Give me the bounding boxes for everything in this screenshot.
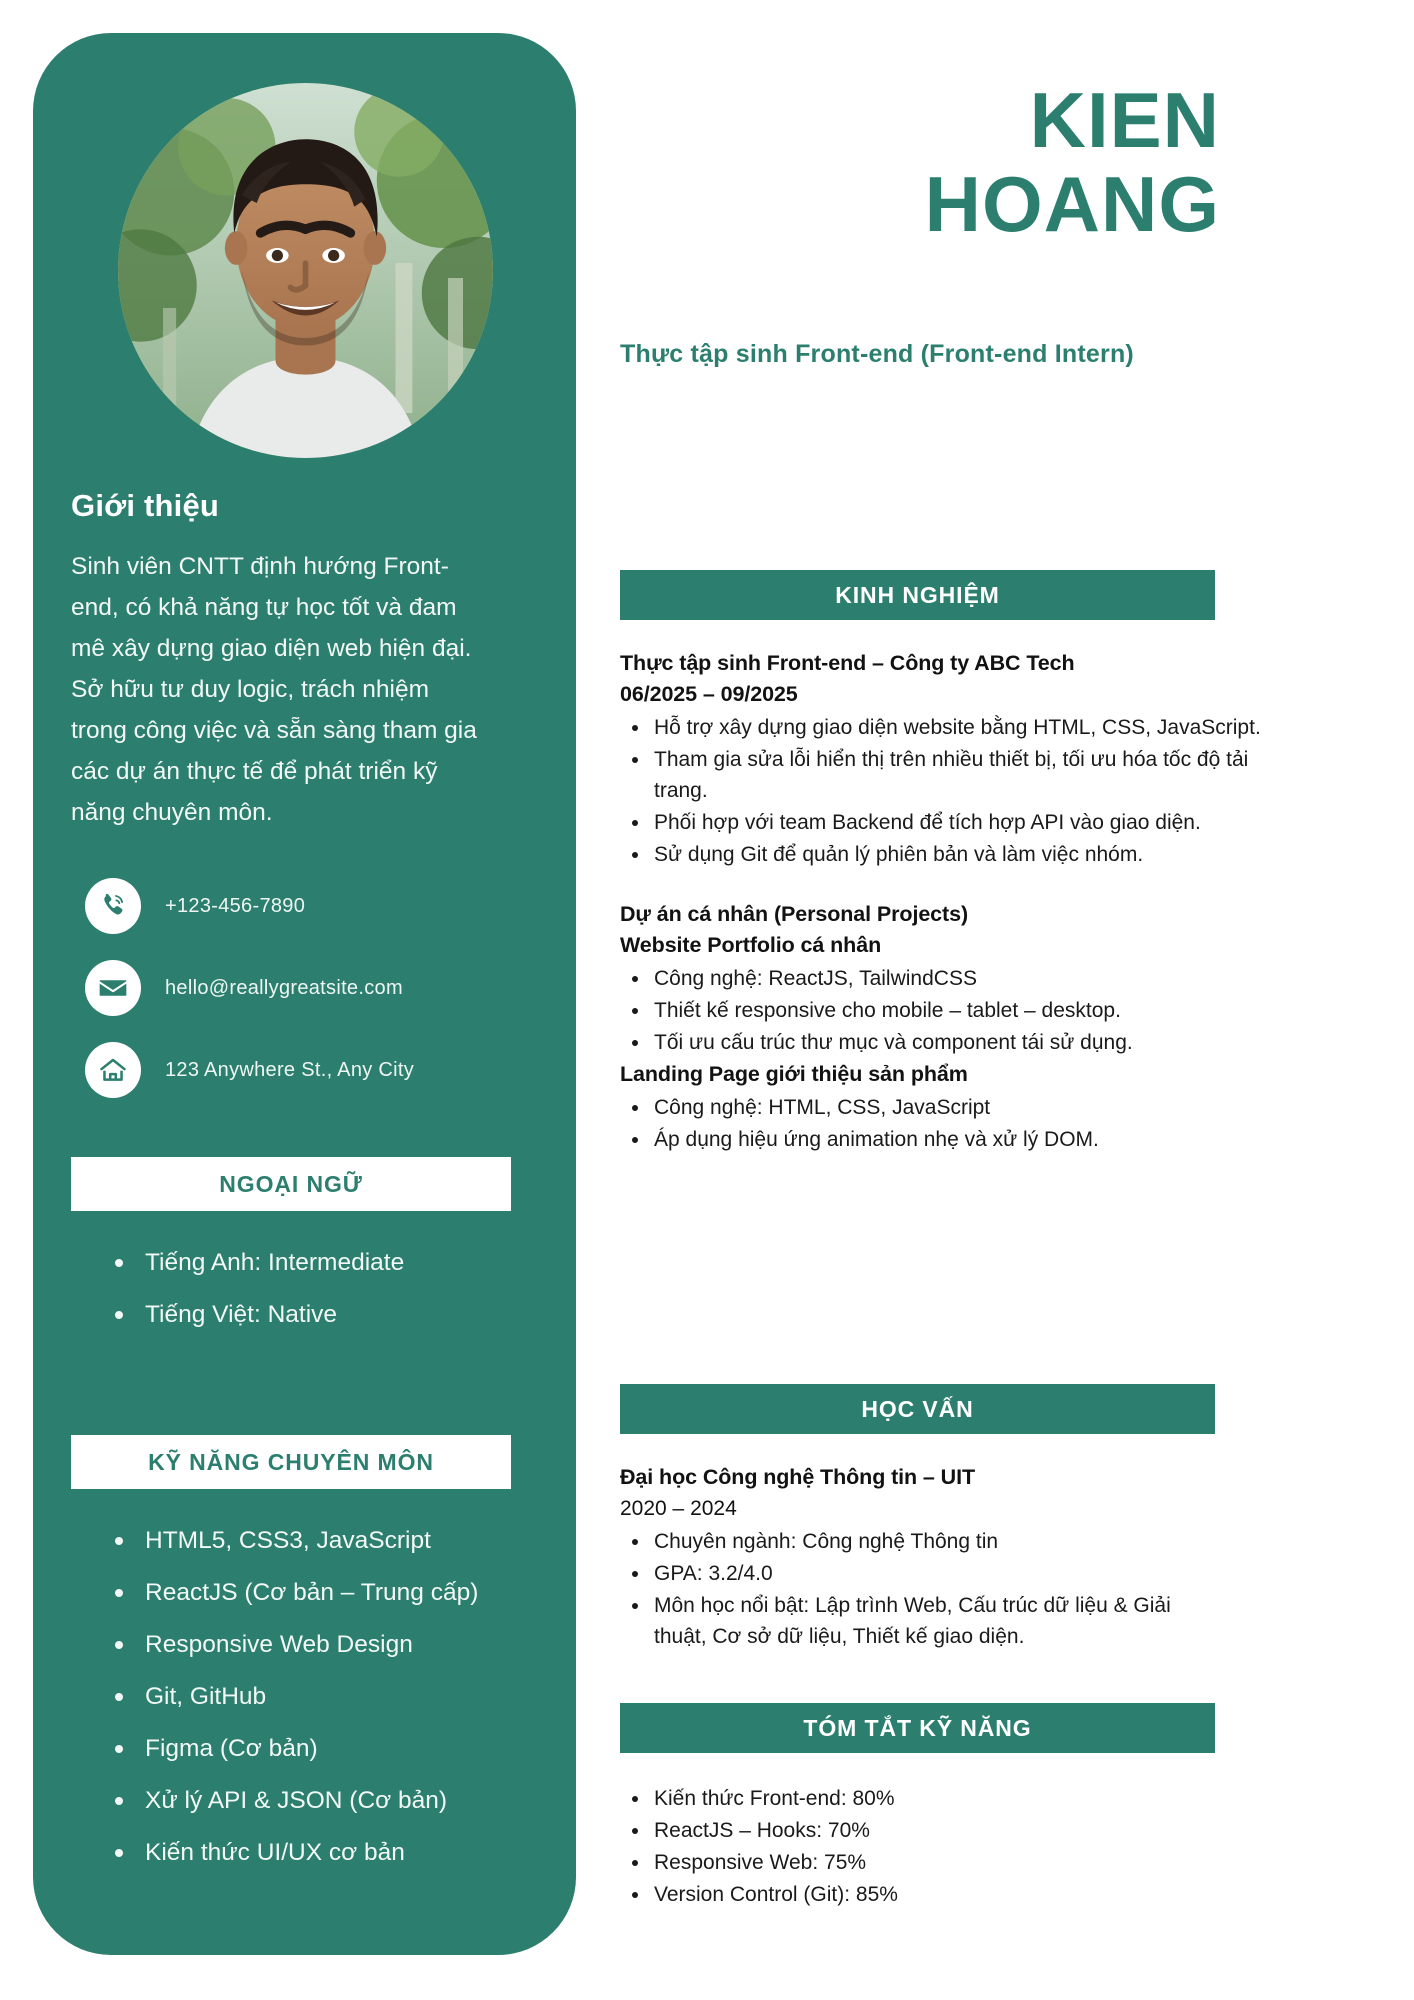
contact-address[interactable] — [85, 1041, 576, 1099]
job-title: Thực tập sinh Front-end (Front-end Intern) — [620, 340, 1134, 368]
list-item: Tham gia sửa lỗi hiển thị trên nhiều thiết bị, tối ưu hóa tốc độ tải trang. — [620, 744, 1295, 806]
projects-heading: Dự án cá nhân (Personal Projects) — [620, 902, 969, 926]
contact-address-value: 123 Anywhere St., Any City — [165, 1058, 415, 1081]
school-name: Đại học Công nghệ Thông tin – UIT — [620, 1465, 975, 1489]
education-bullets — [620, 1526, 1320, 1652]
job-title-heading: Thực tập sinh Front-end – Công ty ABC Tech — [620, 651, 1075, 675]
skill-summary-section — [620, 1703, 1320, 1911]
phone-icon — [85, 878, 141, 934]
project-2-name: Landing Page giới thiệu sản phẩm — [620, 1062, 968, 1086]
skills-list — [109, 1519, 559, 1874]
contact-email[interactable] — [85, 959, 576, 1017]
list-item: ReactJS (Cơ bản – Trung cấp) — [109, 1571, 559, 1614]
list-item: Figma (Cơ bản) — [109, 1727, 559, 1770]
page-title — [620, 78, 1220, 246]
list-item: Hỗ trợ xây dựng giao diện website bằng HTML, CSS, JavaScript. — [620, 712, 1295, 743]
list-item: Git, GitHub — [109, 1675, 559, 1718]
list-item: Kiến thức UI/UX cơ bản — [109, 1831, 559, 1874]
list-item: HTML5, CSS3, JavaScript — [109, 1519, 559, 1562]
job-dates: 06/2025 – 09/2025 — [620, 682, 798, 706]
contact-phone-value: +123-456-7890 — [165, 894, 306, 917]
list-item: GPA: 3.2/4.0 — [620, 1558, 1320, 1589]
summary-list — [620, 1783, 1320, 1910]
list-item: Version Control (Git): 85% — [620, 1879, 1320, 1910]
email-icon — [85, 960, 141, 1016]
list-item: Phối hợp với team Backend để tích hợp API vào giao diện. — [620, 807, 1295, 838]
list-item: Sử dụng Git để quản lý phiên bản và làm việc nhóm. — [620, 839, 1295, 870]
education-heading-banner — [620, 1384, 1215, 1434]
languages-heading-banner — [71, 1157, 511, 1211]
summary-heading-banner — [620, 1703, 1215, 1753]
profile-photo-illustration — [118, 83, 493, 458]
summary-heading: TÓM TẮT KỸ NĂNG — [803, 1714, 1032, 1741]
project-1-name: Website Portfolio cá nhân — [620, 933, 882, 957]
list-item: Môn học nổi bật: Lập trình Web, Cấu trúc dữ liệu & Giải thuật, Cơ sở dữ liệu, Thiết kế giao diện. — [620, 1590, 1180, 1652]
main-column — [620, 0, 1414, 2000]
home-icon — [85, 1042, 141, 1098]
contact-list — [85, 877, 576, 1099]
list-item: Tối ưu cấu trúc thư mục và component tái sử dụng. — [620, 1027, 1320, 1058]
list-item: Áp dụng hiệu ứng animation nhẹ và xử lý DOM. — [620, 1124, 1320, 1155]
list-item: Xử lý API & JSON (Cơ bản) — [109, 1779, 559, 1822]
education-section — [620, 1384, 1320, 1653]
list-item: Công nghệ: HTML, CSS, JavaScript — [620, 1092, 1320, 1123]
education-heading: HỌC VẤN — [861, 1395, 974, 1422]
list-item: Responsive Web Design — [109, 1623, 559, 1666]
list-item: Kiến thức Front-end: 80% — [620, 1783, 1320, 1814]
list-item: Công nghệ: ReactJS, TailwindCSS — [620, 963, 1320, 994]
education-dates: 2020 – 2024 — [620, 1497, 737, 1520]
list-item: ReactJS – Hooks: 70% — [620, 1815, 1320, 1846]
list-item: Responsive Web: 75% — [620, 1847, 1320, 1878]
list-item: Chuyên ngành: Công nghệ Thông tin — [620, 1526, 1320, 1557]
intro-heading: Giới thiệu — [71, 488, 220, 523]
contact-phone[interactable] — [85, 877, 576, 935]
languages-heading: NGOẠI NGỮ — [219, 1170, 363, 1197]
experience-section — [620, 570, 1320, 1156]
first-name: KIEN — [1029, 76, 1220, 164]
experience-heading: KINH NGHIỆM — [835, 581, 1000, 608]
contact-email-value: hello@reallygreatsite.com — [165, 976, 403, 999]
list-item: Thiết kế responsive cho mobile – tablet – desktop. — [620, 995, 1320, 1026]
project-2-bullets — [620, 1092, 1320, 1155]
last-name: HOANG — [924, 160, 1220, 248]
skills-heading-banner — [71, 1435, 511, 1489]
skills-heading: KỸ NĂNG CHUYÊN MÔN — [148, 1448, 434, 1475]
intro-paragraph: Sinh viên CNTT định hướng Front-end, có khả năng tự học tốt và đam mê xây dựng giao diện web hiện đại. Sở hữu tư duy logic, trách nhiệm trong công việc và sẵn sàng tham gia các dự án thực tế để phát triển kỹ năng chuyên môn. — [71, 553, 477, 826]
experience-heading-banner — [620, 570, 1215, 620]
sidebar — [33, 33, 576, 1955]
list-item: Tiếng Anh: Intermediate — [109, 1241, 559, 1284]
languages-list — [109, 1241, 559, 1336]
project-1-bullets — [620, 963, 1320, 1058]
avatar — [118, 83, 493, 458]
experience-bullets — [620, 712, 1320, 870]
list-item: Tiếng Việt: Native — [109, 1293, 559, 1336]
